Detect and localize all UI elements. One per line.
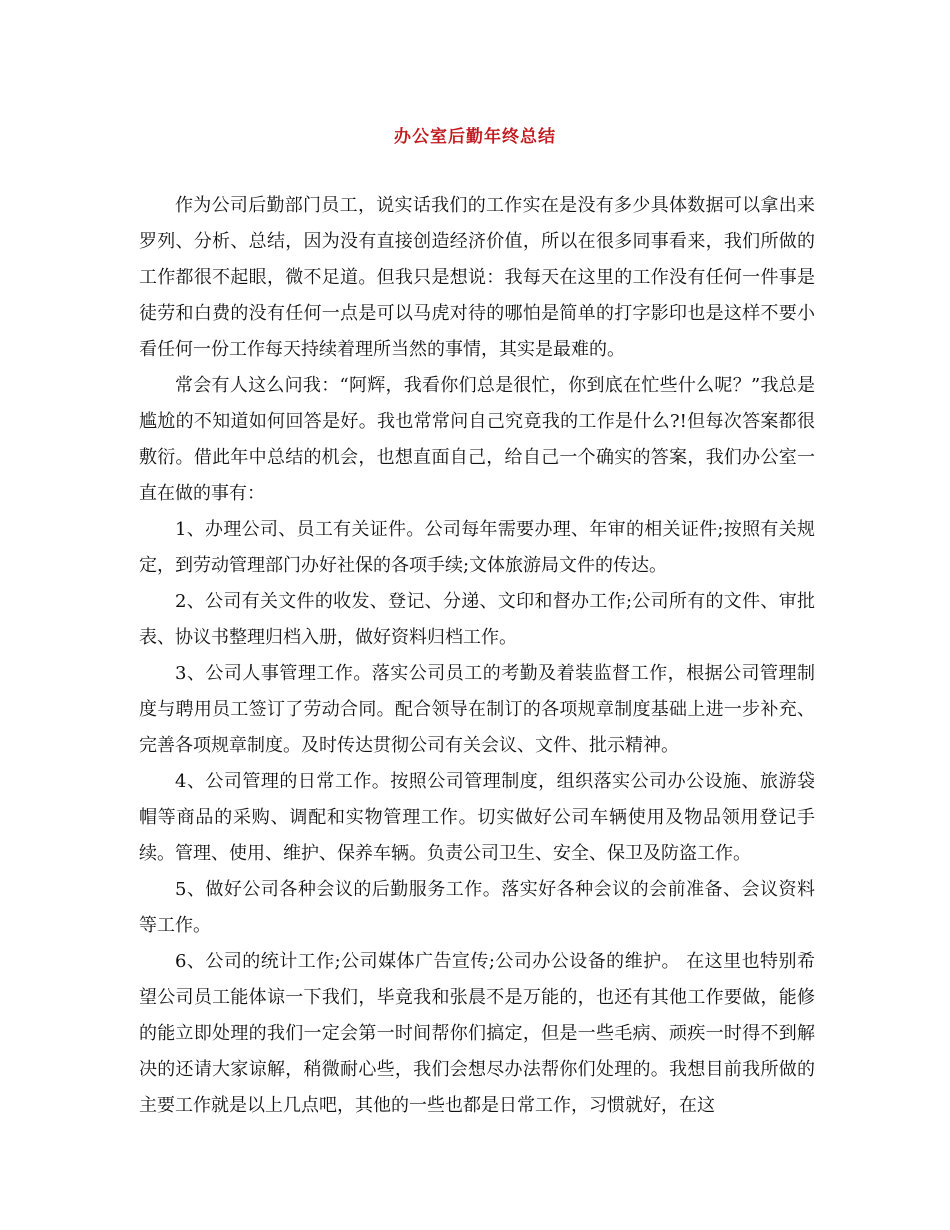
document-title: 办公室后勤年终总结 [394,127,556,147]
paragraph-intro: 作为公司后勤部门员工，说实话我们的工作实在是没有多少具体数据可以拿出来罗列、分析、总结，因为没有直接创造经济价值，所以在很多同事看来，我们所做的工作都很不起眼，微不足道。但我只是想说：我每天在这里的工作没有任何一件事是徒劳和白费的没有任何一点是可以马虎对待的哪怕是简单的打字影印也是这样不要小看任何一份工作每天持续着理所当然的事情，其实是最难的。 [139,195,815,360]
paragraph-item-5: 5、做好公司各种会议的后勤服务工作。落实好各种会议的会前准备、会议资料等工作。 [139,879,815,936]
paragraph-item-1: 1、办理公司、员工有关证件。公司每年需要办理、年审的相关证件;按照有关规定，到劳动管理部门办好社保的各项手续;文体旅游局文件的传达。 [139,519,815,576]
paragraph-item-2: 2、公司有关文件的收发、登记、分递、文印和督办工作;公司所有的文件、审批表、协议书整理归档入册，做好资料归档工作。 [139,591,815,648]
paragraph-question: 常会有人这么问我：“阿辉，我看你们总是很忙，你到底在忙些什么呢？”我总是尴尬的不知道如何回答是好。我也常常问自己究竟我的工作是什么?!但每次答案都很敷衍。借此年中总结的机会，也想直面自己，给自己一个确实的答案，我们办公室一直在做的事有： [139,375,815,504]
paragraph-item-3: 3、公司人事管理工作。落实公司员工的考勤及着装监督工作，根据公司管理制度与聘用员工签订了劳动合同。配合领导在制订的各项规章制度基础上进一步补充、完善各项规章制度。及时传达贯彻公司有关会议、文件、批示精神。 [139,663,815,756]
paragraph-item-6: 6、公司的统计工作;公司媒体广告宣传;公司办公设备的维护。 在这里也特别希望公司员工能体谅一下我们，毕竟我和张晨不是万能的，也还有其他工作要做，能修的能立即处理的我们一定会第一时间帮你们搞定，但是一些毛病、顽疾一时得不到解决的还请大家谅解，稍微耐心些，我们会想尽办法帮你们处理的。我想目前我所做的主要工作就是以上几点吧，其他的一些也都是日常工作，习惯就好，在这 [139,951,815,1116]
paragraph-item-4: 4、公司管理的日常工作。按照公司管理制度，组织落实公司办公设施、旅游袋帽等商品的采购、调配和实物管理工作。切实做好公司车辆使用及物品领用登记手续。管理、使用、维护、保养车辆。负责公司卫生、安全、保卫及防盗工作。 [139,771,815,864]
document-body [139,188,815,1124]
